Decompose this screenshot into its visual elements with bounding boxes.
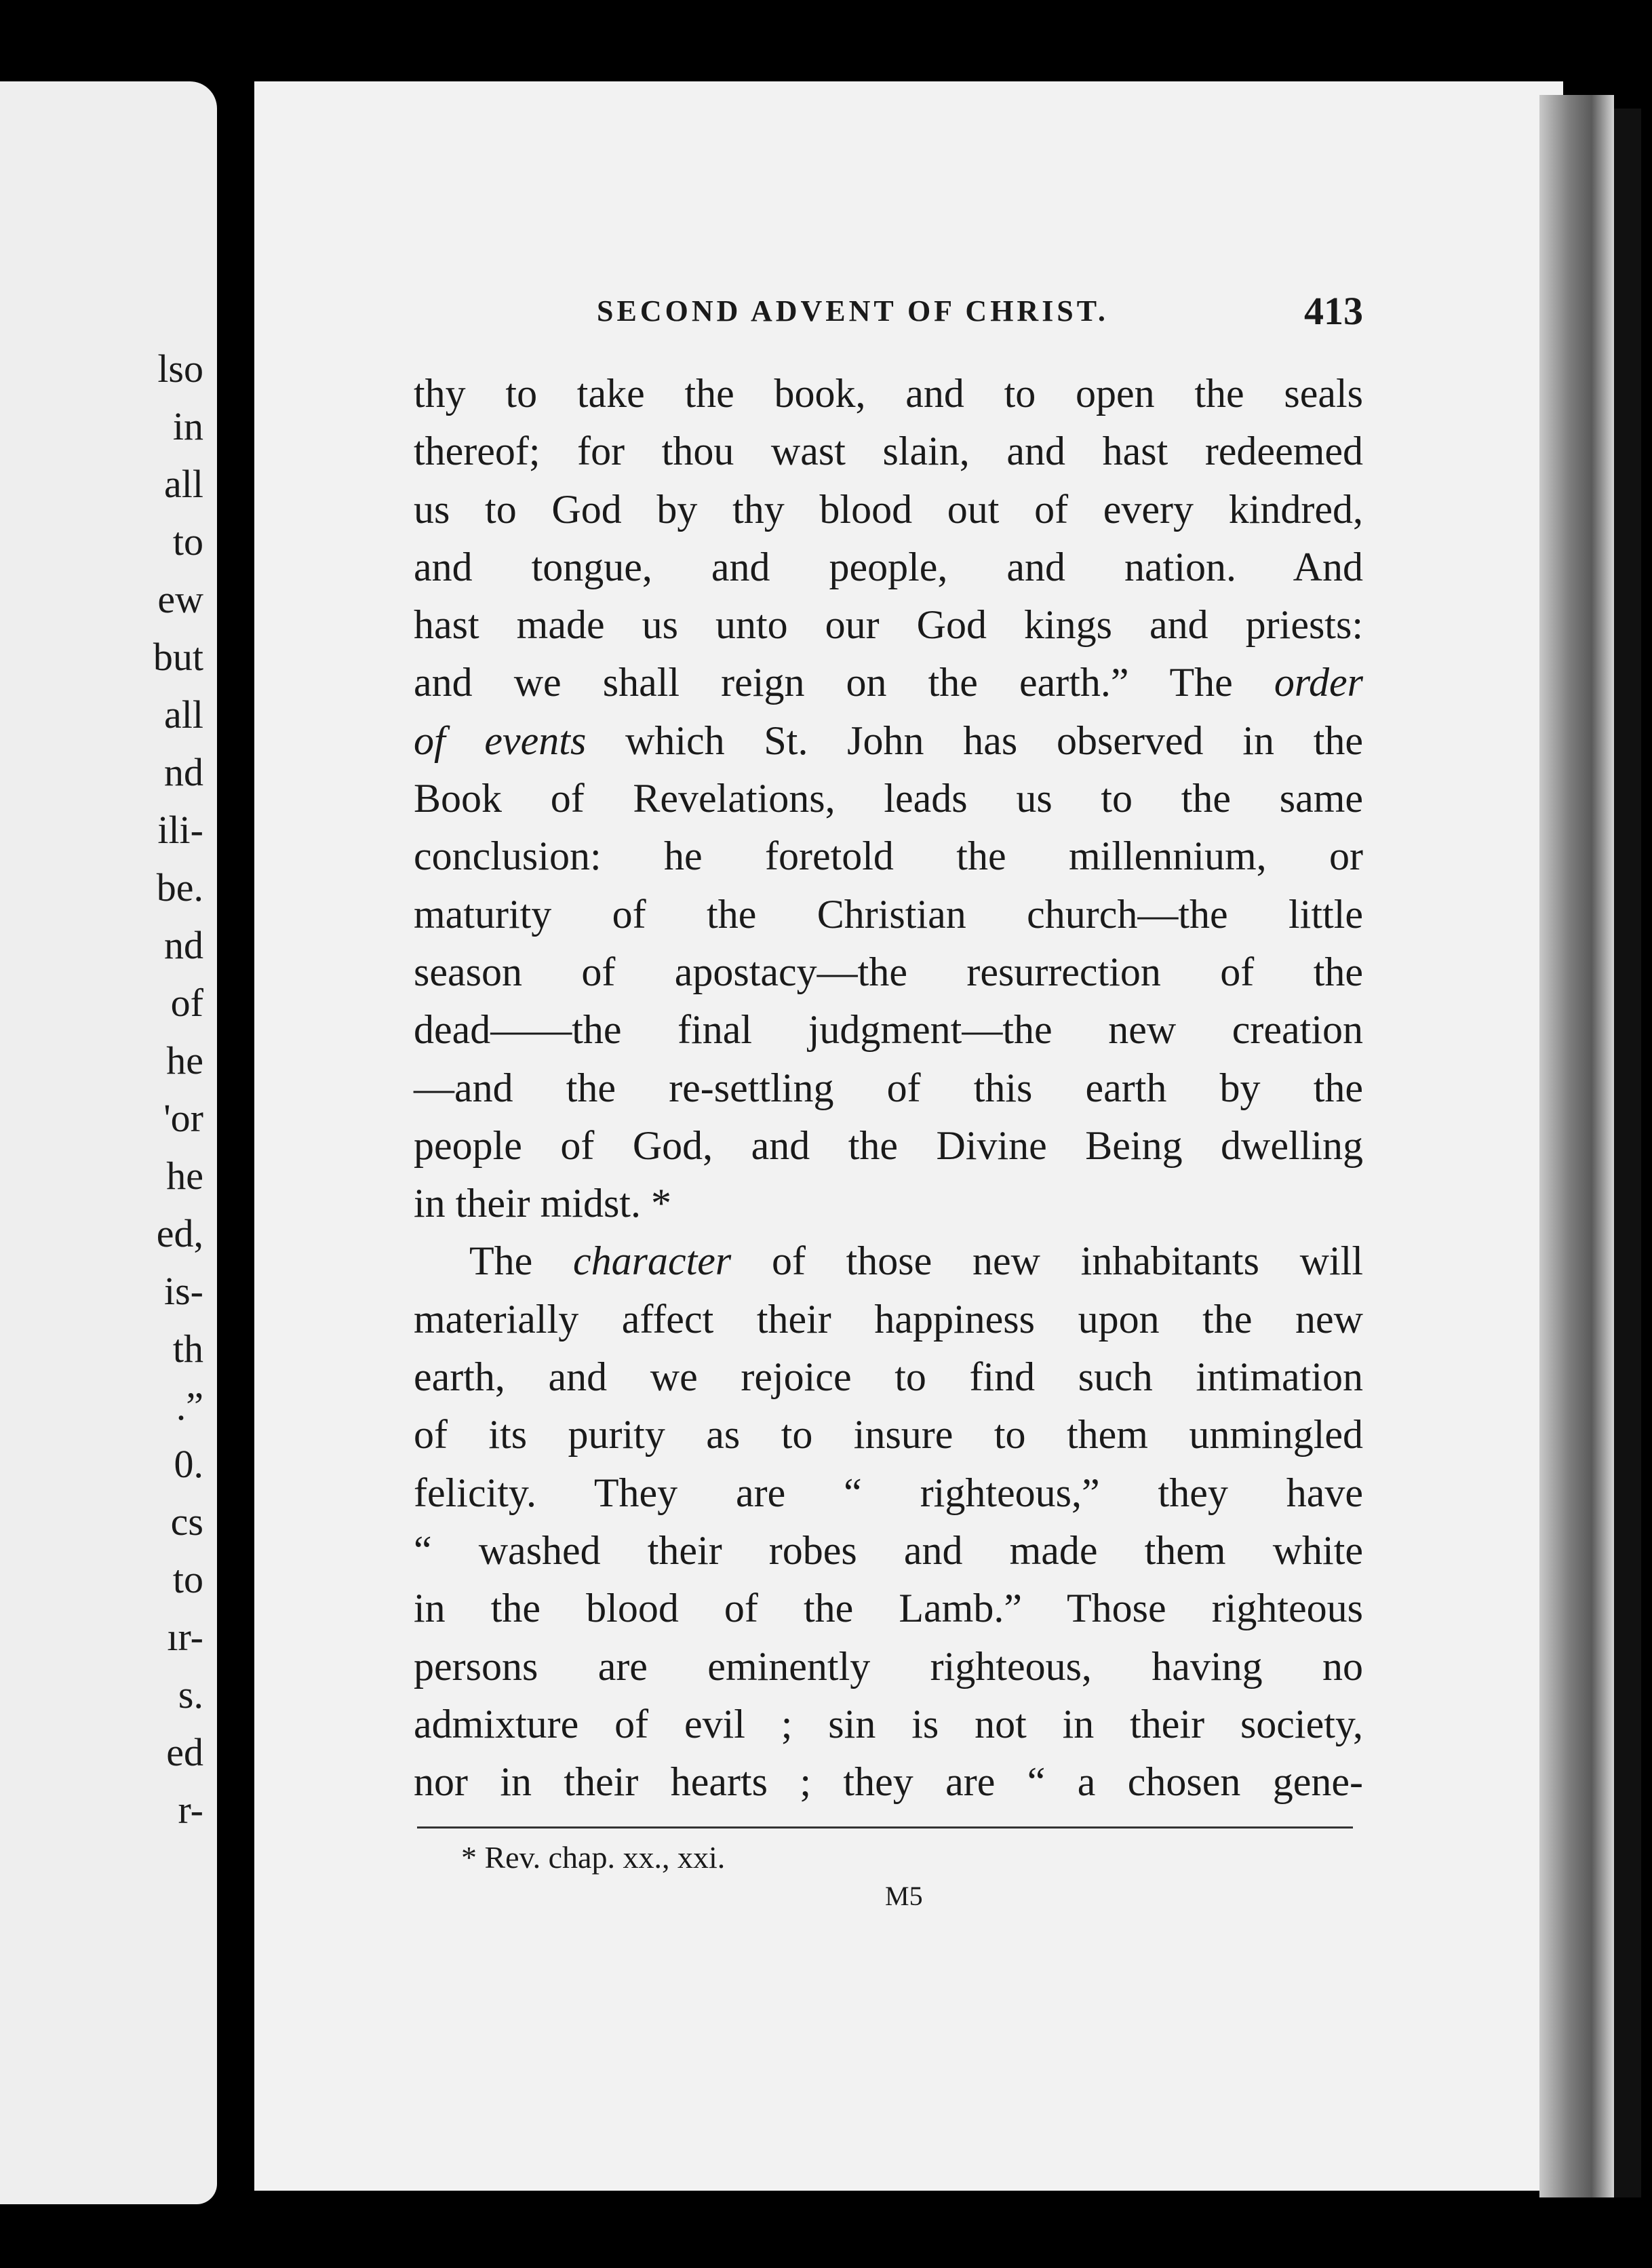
left-page-fragment: is- [164,1269,203,1313]
left-page-fragment: ili- [157,808,203,852]
footnote-divider [417,1826,1353,1829]
text-line: of its purity as to insure to them unmingled [414,1412,1363,1458]
text-line: people of God, and the Divine Being dwelling [414,1122,1363,1168]
italic-emphasis: of events [414,718,587,763]
left-page-fragment: be. [156,865,203,910]
left-page-fragment: but [153,635,203,679]
page-edges [1539,95,1614,2197]
left-page-fragment: ed, [156,1211,203,1255]
text-line: season of apostacy—the resurrection of the [414,949,1363,994]
text-line: materially affect their happiness upon the new [414,1296,1363,1342]
text-line: hast made us unto our God kings and priests: [414,602,1363,648]
text-line: admixture of evil ; sin is not in their society, [414,1701,1363,1746]
book-cover-edge [1614,109,1641,2197]
left-page-fragment: cs [170,1500,203,1544]
text-line: felicity. They are “ righteous,” they have [414,1470,1363,1515]
running-head [414,288,1363,336]
left-page-fragment: 0. [174,1442,203,1486]
text-line: conclusion: he foretold the millennium, or [414,834,1363,879]
left-page-fragment: 'or [163,1096,203,1140]
footnote: * Rev. chap. xx., xxi. [461,1840,726,1875]
left-page-fragment: s. [178,1673,203,1717]
left-page-fragment: he [166,1154,203,1198]
body-text [414,365,1363,1811]
left-page-fragment: th [172,1327,203,1371]
text-line: “ washed their robes and made them white [414,1527,1363,1573]
left-page-fragment: to [172,520,203,564]
left-page-fragment: of [170,981,203,1025]
left-page-fragment: .” [176,1384,203,1428]
text-line: thy to take the book, and to open the seals [414,371,1363,416]
text-line: in the blood of the Lamb.” Those righteous [414,1586,1363,1631]
text-line: dead——the final judgment—the new creation [414,1007,1363,1053]
signature-mark: M5 [885,1881,923,1911]
text-line: us to God by thy blood out of every kindred, [414,486,1363,532]
page-number: 413 [1304,289,1363,333]
text-line: nor in their hearts ; they are “ a chosen gene- [414,1759,1363,1805]
text-line: —and the re-settling of this earth by the [414,1065,1363,1110]
running-head-title: SECOND ADVENT OF CHRIST. [597,294,1109,328]
left-page-fragment: nd [164,923,203,967]
text-line: earth, and we rejoice to find such intimation [414,1354,1363,1400]
text-line: and we shall reign on the earth.” The order [414,660,1363,705]
left-page-fragment: lso [157,347,203,391]
left-page-fragment: ew [157,577,203,621]
italic-emphasis: character [572,1238,732,1284]
text-line: Book of Revelations, leads us to the same [414,776,1363,821]
left-page-fragment: ed [166,1730,203,1774]
left-page [0,81,217,2204]
book-gutter [217,0,258,2268]
left-page-fragment: he [166,1038,203,1082]
text-line: in their midst. * [414,1181,671,1226]
text-line: thereof; for thou wast slain, and hast redeemed [414,429,1363,474]
left-page-fragment: r- [178,1788,203,1832]
italic-emphasis: order [1274,660,1363,705]
text-line: of events which St. John has observed in the [414,718,1363,763]
left-page-fragment: nd [164,750,203,794]
text-line: maturity of the Christian church—the little [414,891,1363,937]
left-page-fragment: in [172,404,203,448]
left-page-fragment: all [164,462,203,506]
left-page-fragment: ır- [167,1615,203,1659]
left-page-fragment: all [164,692,203,737]
text-line: persons are eminently righteous, having no [414,1643,1363,1689]
left-page-fragment: to [172,1557,203,1601]
text-line: The character of those new inhabitants will [469,1238,1363,1284]
text-line: and tongue, and people, and nation. And [414,544,1363,589]
